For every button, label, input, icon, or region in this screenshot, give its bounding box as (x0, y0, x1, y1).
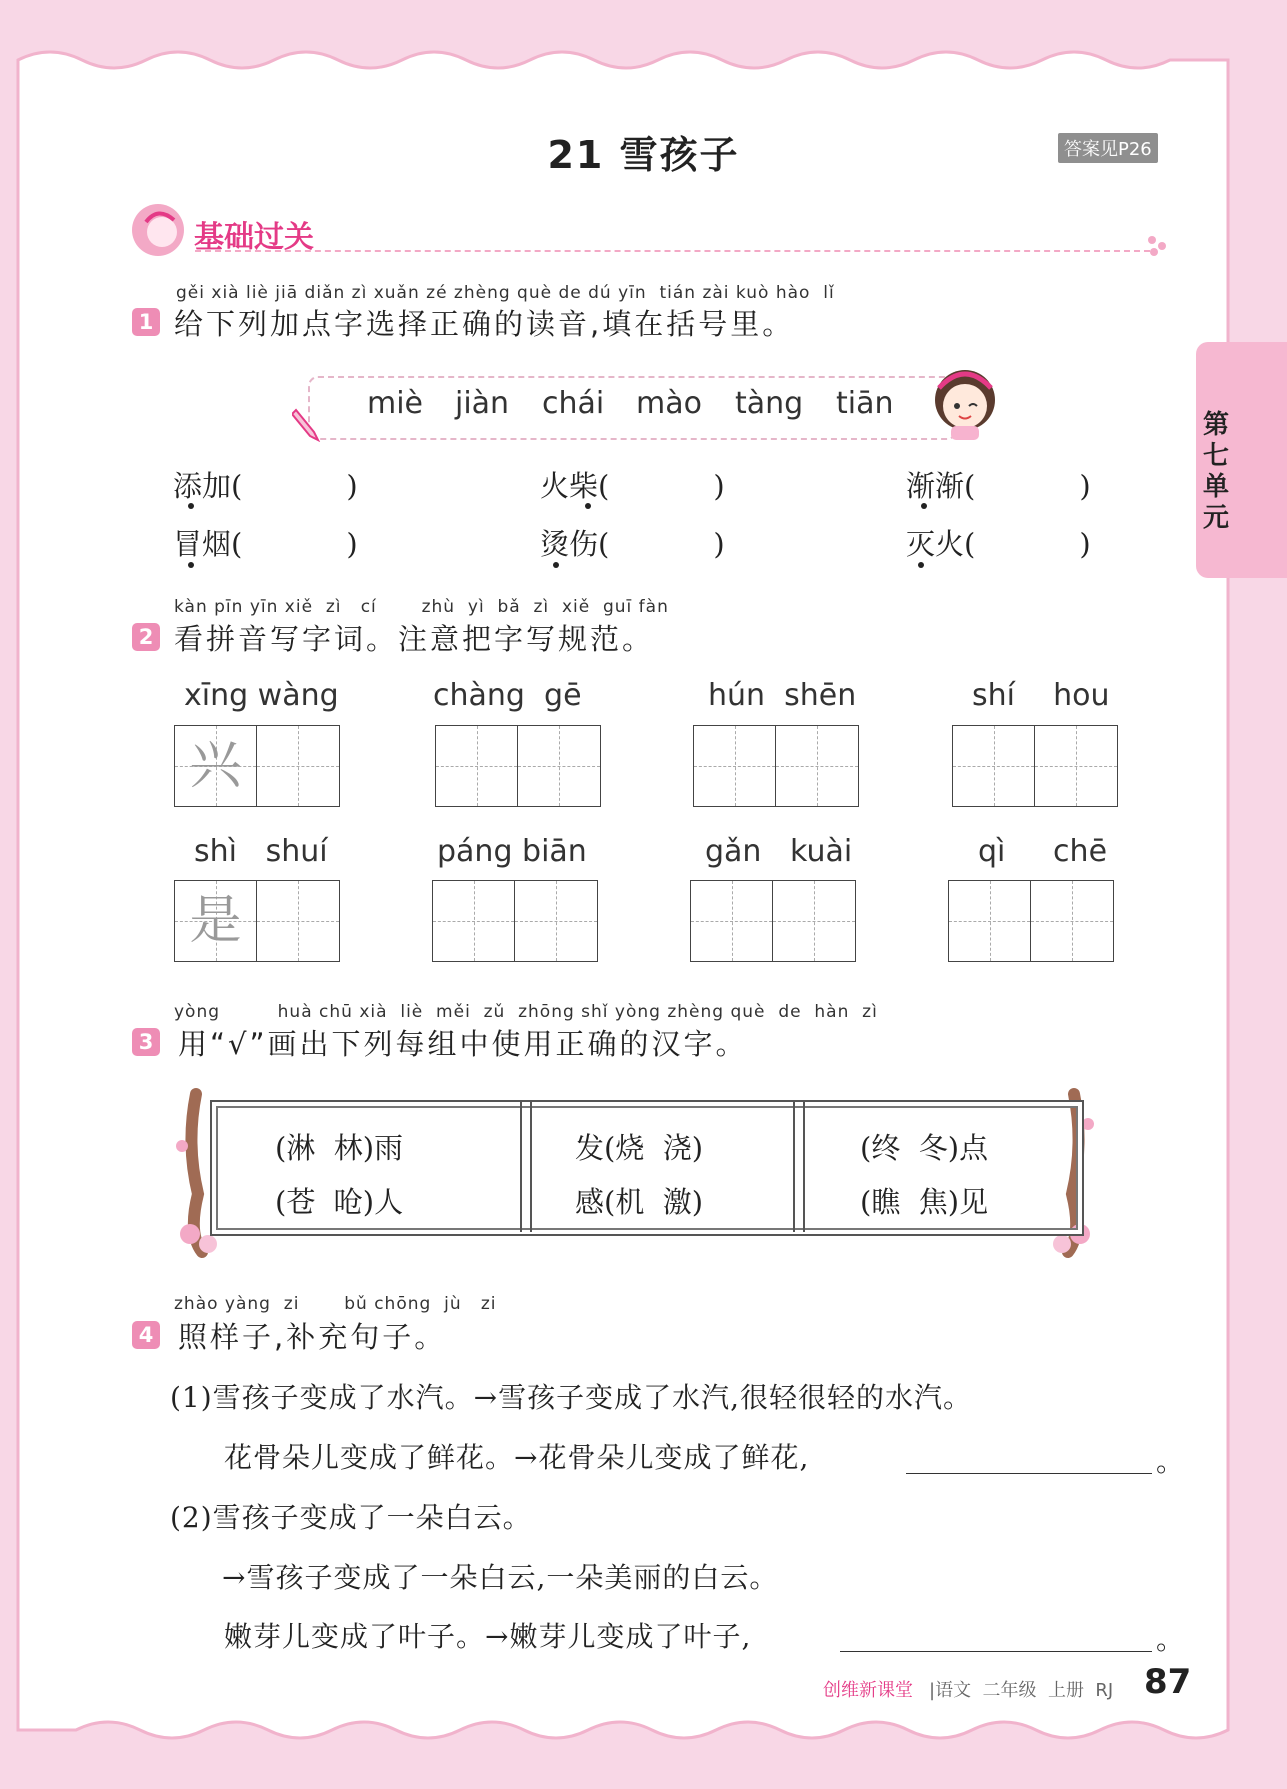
q4-instruction: 照样子,补充句子。 (178, 1320, 447, 1354)
page-title: 21 雪孩子 (547, 133, 740, 177)
pinyin-option: tiān (836, 386, 894, 421)
grid-pinyin: gǎn kuài (705, 834, 853, 869)
choice-item[interactable]: (终 冬)点 (860, 1131, 989, 1165)
exercise-sentence: 嫩芽儿变成了叶子。→嫩芽儿变成了叶子, (224, 1620, 752, 1653)
q3-number: 3 (132, 1028, 160, 1056)
q1-item: 渐渐( ) (906, 469, 1091, 503)
q4-pinyin: zhào yàng zi bǔ chōng jù zi (174, 1294, 497, 1314)
choice-item[interactable]: (瞧 焦)见 (860, 1185, 989, 1219)
q2-pinyin: kàn pīn yīn xiě zì cí zhù yì bǎ zì xiě guī fàn (174, 597, 669, 617)
footer-book-info: |语文 二年级 上册 RJ (929, 1680, 1114, 1701)
example-sentence: (1)雪孩子变成了水汽。→雪孩子变成了水汽,很轻很轻的水汽。 (170, 1381, 973, 1414)
exercise-sentence: 花骨朵儿变成了鲜花。→花骨朵儿变成了鲜花, (224, 1441, 810, 1474)
q4-number: 4 (132, 1321, 160, 1349)
section-divider (195, 250, 1150, 252)
q1-pinyin: gěi xià liè jiā diǎn zì xuǎn zé zhèng què de dú yīn tián zài kuò hào lǐ (176, 283, 835, 303)
q1-item: 烫伤( ) (540, 527, 725, 561)
writing-grid[interactable] (693, 725, 859, 807)
grid-hint: 兴 (189, 736, 242, 796)
example-sentence: →雪孩子变成了一朵白云,一朵美丽的白云。 (222, 1561, 779, 1594)
pinyin-option: tàng (735, 386, 804, 421)
grid-hint: 是 (189, 891, 242, 951)
pinyin-option: mào (636, 386, 702, 421)
girl-mascot-icon (925, 360, 1005, 442)
section-title: 基础过关 (194, 220, 314, 255)
choice-item[interactable]: (淋 林)雨 (275, 1131, 404, 1165)
emphasis-dot (188, 562, 194, 568)
choice-divider (793, 1100, 805, 1232)
answer-reference-badge: 答案见P26 (1058, 133, 1158, 163)
q1-instruction: 给下列加点字选择正确的读音,填在括号里。 (174, 307, 795, 341)
q2-number: 2 (132, 623, 160, 651)
q1-item: 冒烟( ) (173, 527, 358, 561)
choice-divider (520, 1100, 532, 1232)
emphasis-dot (921, 503, 927, 509)
pinyin-option: chái (542, 386, 605, 421)
example-sentence: (2)雪孩子变成了一朵白云。 (170, 1501, 532, 1534)
pinyin-option: jiàn (455, 386, 510, 421)
choice-item[interactable]: (苍 呛)人 (275, 1185, 404, 1219)
q2-instruction: 看拼音写字词。注意把字写规范。 (174, 622, 655, 656)
q3-pinyin: yòng huà chū xià liè měi zǔ zhōng shǐ yòng zhèng què de hàn zì (174, 1002, 878, 1022)
emphasis-dot (188, 503, 194, 509)
grid-pinyin: qì chē (978, 834, 1108, 869)
q3-instruction: 用“√”画出下列每组中使用正确的汉字。 (178, 1027, 748, 1061)
writing-grid[interactable] (435, 725, 601, 807)
sentence-end-mark: 。 (1156, 1445, 1186, 1478)
writing-grid[interactable] (952, 725, 1118, 807)
writing-grid[interactable] (174, 880, 340, 962)
writing-grid[interactable] (690, 880, 856, 962)
footer-brand: 创维新课堂 (823, 1680, 913, 1701)
grid-pinyin: páng biān (437, 834, 587, 869)
choice-item[interactable]: 发(烧 浇) (575, 1131, 704, 1165)
answer-blank[interactable] (906, 1473, 1152, 1474)
grid-pinyin: shì shuí (194, 834, 328, 869)
page-number: 87 (1144, 1662, 1192, 1702)
sentence-end-mark: 。 (1156, 1623, 1186, 1656)
emphasis-dot (553, 562, 559, 568)
grid-pinyin: xīng wàng (184, 678, 339, 713)
grid-pinyin: hún shēn (708, 678, 857, 713)
q1-item: 火柴( ) (540, 469, 725, 503)
choice-item[interactable]: 感(机 激) (575, 1185, 704, 1219)
emphasis-dot (918, 562, 924, 568)
grid-pinyin: shí hou (972, 678, 1110, 713)
q1-item: 添加( ) (173, 469, 358, 503)
q1-number: 1 (132, 308, 160, 336)
grid-pinyin: chàng gē (433, 678, 582, 713)
emphasis-dot (585, 503, 591, 509)
answer-blank[interactable] (840, 1651, 1152, 1652)
pencil-icon (292, 406, 322, 442)
divider-dots-icon (1148, 236, 1172, 256)
writing-grid[interactable] (948, 880, 1114, 962)
girl-avatar-icon (128, 200, 188, 260)
writing-grid[interactable] (174, 725, 340, 807)
writing-grid[interactable] (432, 880, 598, 962)
pinyin-option: miè (367, 386, 424, 421)
unit-side-label: 第七单元 (1203, 410, 1230, 533)
q1-item: 灭火( ) (906, 527, 1091, 561)
